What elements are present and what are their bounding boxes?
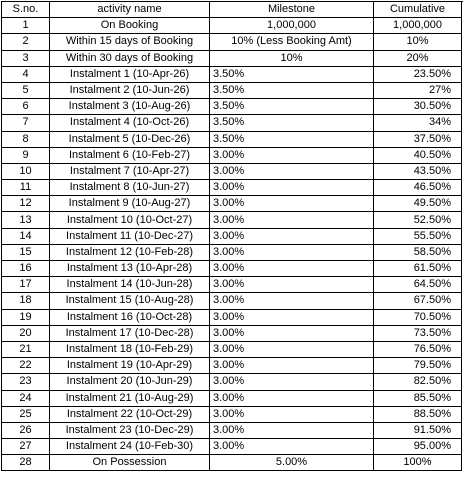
payment-schedule-table — [1, 1, 463, 471]
cell-milestone: 3.50% — [210, 132, 374, 148]
cell-cumulative: 27% — [374, 83, 462, 99]
cell-activity-name: On Booking — [50, 18, 210, 34]
cell-sno: 11 — [2, 180, 50, 196]
cell-sno: 23 — [2, 374, 50, 390]
cell-activity-name: Instalment 13 (10-Apr-28) — [50, 261, 210, 277]
cell-activity-name: Instalment 14 (10-Jun-28) — [50, 277, 210, 293]
cell-cumulative: 70.50% — [374, 310, 462, 326]
cell-milestone: 3.00% — [210, 407, 374, 423]
cell-cumulative: 58.50% — [374, 245, 462, 261]
cell-milestone: 3.00% — [210, 196, 374, 212]
cell-milestone: 3.50% — [210, 67, 374, 83]
cell-sno: 22 — [2, 358, 50, 374]
cell-sno: 18 — [2, 293, 50, 309]
cell-cumulative: 82.50% — [374, 374, 462, 390]
cell-cumulative: 34% — [374, 115, 462, 131]
cell-milestone: 3.00% — [210, 164, 374, 180]
cell-milestone: 3.00% — [210, 326, 374, 342]
cell-activity-name: Instalment 8 (10-Jun-27) — [50, 180, 210, 196]
cell-sno: 28 — [2, 455, 50, 471]
cell-milestone: 3.00% — [210, 180, 374, 196]
cell-cumulative: 1,000,000 — [374, 18, 462, 34]
cell-sno: 12 — [2, 196, 50, 212]
cell-activity-name: Instalment 23 (10-Dec-29) — [50, 423, 210, 439]
header-sno: S.no. — [2, 2, 50, 18]
cell-cumulative: 30.50% — [374, 99, 462, 115]
cell-sno: 6 — [2, 99, 50, 115]
header-milestone: Milestone — [210, 2, 374, 18]
cell-activity-name: Instalment 18 (10-Feb-29) — [50, 342, 210, 358]
cell-sno: 17 — [2, 277, 50, 293]
cell-milestone: 10% — [210, 51, 374, 67]
cell-activity-name: Instalment 12 (10-Feb-28) — [50, 245, 210, 261]
cell-cumulative: 37.50% — [374, 132, 462, 148]
cell-sno: 9 — [2, 148, 50, 164]
cell-milestone: 3.50% — [210, 115, 374, 131]
cell-activity-name: Instalment 24 (10-Feb-30) — [50, 439, 210, 455]
cell-activity-name: Instalment 15 (10-Aug-28) — [50, 293, 210, 309]
cell-sno: 3 — [2, 51, 50, 67]
cell-milestone: 3.00% — [210, 439, 374, 455]
cell-cumulative: 61.50% — [374, 261, 462, 277]
cell-milestone: 3.00% — [210, 245, 374, 261]
cell-milestone: 3.00% — [210, 261, 374, 277]
header-activity-name: activity name — [50, 2, 210, 18]
cell-activity-name: Instalment 20 (10-Jun-29) — [50, 374, 210, 390]
cell-cumulative: 91.50% — [374, 423, 462, 439]
cell-cumulative: 88.50% — [374, 407, 462, 423]
cell-milestone: 3.00% — [210, 374, 374, 390]
cell-milestone: 3.00% — [210, 358, 374, 374]
cell-sno: 4 — [2, 67, 50, 83]
cell-activity-name: Instalment 5 (10-Dec-26) — [50, 132, 210, 148]
cell-sno: 26 — [2, 423, 50, 439]
cell-sno: 2 — [2, 34, 50, 50]
cell-sno: 10 — [2, 164, 50, 180]
cell-sno: 19 — [2, 310, 50, 326]
cell-sno: 5 — [2, 83, 50, 99]
cell-activity-name: Instalment 17 (10-Dec-28) — [50, 326, 210, 342]
cell-cumulative: 76.50% — [374, 342, 462, 358]
cell-sno: 20 — [2, 326, 50, 342]
cell-sno: 15 — [2, 245, 50, 261]
cell-cumulative: 95.00% — [374, 439, 462, 455]
cell-cumulative: 46.50% — [374, 180, 462, 196]
cell-activity-name: Instalment 4 (10-Oct-26) — [50, 115, 210, 131]
cell-cumulative: 40.50% — [374, 148, 462, 164]
payment-schedule-sheet — [1, 1, 463, 475]
header-cumulative: Cumulative — [374, 2, 462, 18]
cell-sno: 25 — [2, 407, 50, 423]
cell-milestone: 3.00% — [210, 212, 374, 228]
cell-milestone: 3.00% — [210, 423, 374, 439]
cell-cumulative: 73.50% — [374, 326, 462, 342]
cell-milestone: 3.50% — [210, 99, 374, 115]
cell-cumulative: 52.50% — [374, 212, 462, 228]
cell-cumulative: 67.50% — [374, 293, 462, 309]
cell-activity-name: Instalment 7 (10-Apr-27) — [50, 164, 210, 180]
cell-milestone: 3.00% — [210, 391, 374, 407]
cell-activity-name: Instalment 3 (10-Aug-26) — [50, 99, 210, 115]
cell-cumulative: 43.50% — [374, 164, 462, 180]
cell-milestone: 1,000,000 — [210, 18, 374, 34]
cell-milestone: 3.00% — [210, 229, 374, 245]
cell-sno: 8 — [2, 132, 50, 148]
cell-activity-name: Instalment 10 (10-Oct-27) — [50, 212, 210, 228]
cell-milestone: 3.00% — [210, 310, 374, 326]
cell-milestone: 3.50% — [210, 83, 374, 99]
cell-cumulative: 49.50% — [374, 196, 462, 212]
cell-activity-name: Within 30 days of Booking — [50, 51, 210, 67]
cell-activity-name: Instalment 11 (10-Dec-27) — [50, 229, 210, 245]
cell-activity-name: Instalment 16 (10-Oct-28) — [50, 310, 210, 326]
cell-activity-name: Instalment 6 (10-Feb-27) — [50, 148, 210, 164]
cell-sno: 16 — [2, 261, 50, 277]
cell-activity-name: On Possession — [50, 455, 210, 471]
cell-cumulative: 100% — [374, 455, 462, 471]
cell-cumulative: 10% — [374, 34, 462, 50]
cell-activity-name: Instalment 21 (10-Aug-29) — [50, 391, 210, 407]
cell-sno: 13 — [2, 212, 50, 228]
cell-milestone: 3.00% — [210, 277, 374, 293]
cell-milestone: 10% (Less Booking Amt) — [210, 34, 374, 50]
cell-activity-name: Instalment 1 (10-Apr-26) — [50, 67, 210, 83]
cell-activity-name: Within 15 days of Booking — [50, 34, 210, 50]
cell-cumulative: 23.50% — [374, 67, 462, 83]
cell-activity-name: Instalment 2 (10-Jun-26) — [50, 83, 210, 99]
cell-milestone: 3.00% — [210, 342, 374, 358]
cell-activity-name: Instalment 9 (10-Aug-27) — [50, 196, 210, 212]
cell-sno: 14 — [2, 229, 50, 245]
cell-cumulative: 20% — [374, 51, 462, 67]
cell-milestone: 5.00% — [210, 455, 374, 471]
cell-sno: 27 — [2, 439, 50, 455]
cell-activity-name: Instalment 22 (10-Oct-29) — [50, 407, 210, 423]
cell-milestone: 3.00% — [210, 293, 374, 309]
cell-cumulative: 85.50% — [374, 391, 462, 407]
cell-cumulative: 64.50% — [374, 277, 462, 293]
cell-sno: 7 — [2, 115, 50, 131]
cell-sno: 21 — [2, 342, 50, 358]
cell-sno: 1 — [2, 18, 50, 34]
cell-cumulative: 79.50% — [374, 358, 462, 374]
cell-activity-name: Instalment 19 (10-Apr-29) — [50, 358, 210, 374]
cell-milestone: 3.00% — [210, 148, 374, 164]
cell-sno: 24 — [2, 391, 50, 407]
cell-cumulative: 55.50% — [374, 229, 462, 245]
